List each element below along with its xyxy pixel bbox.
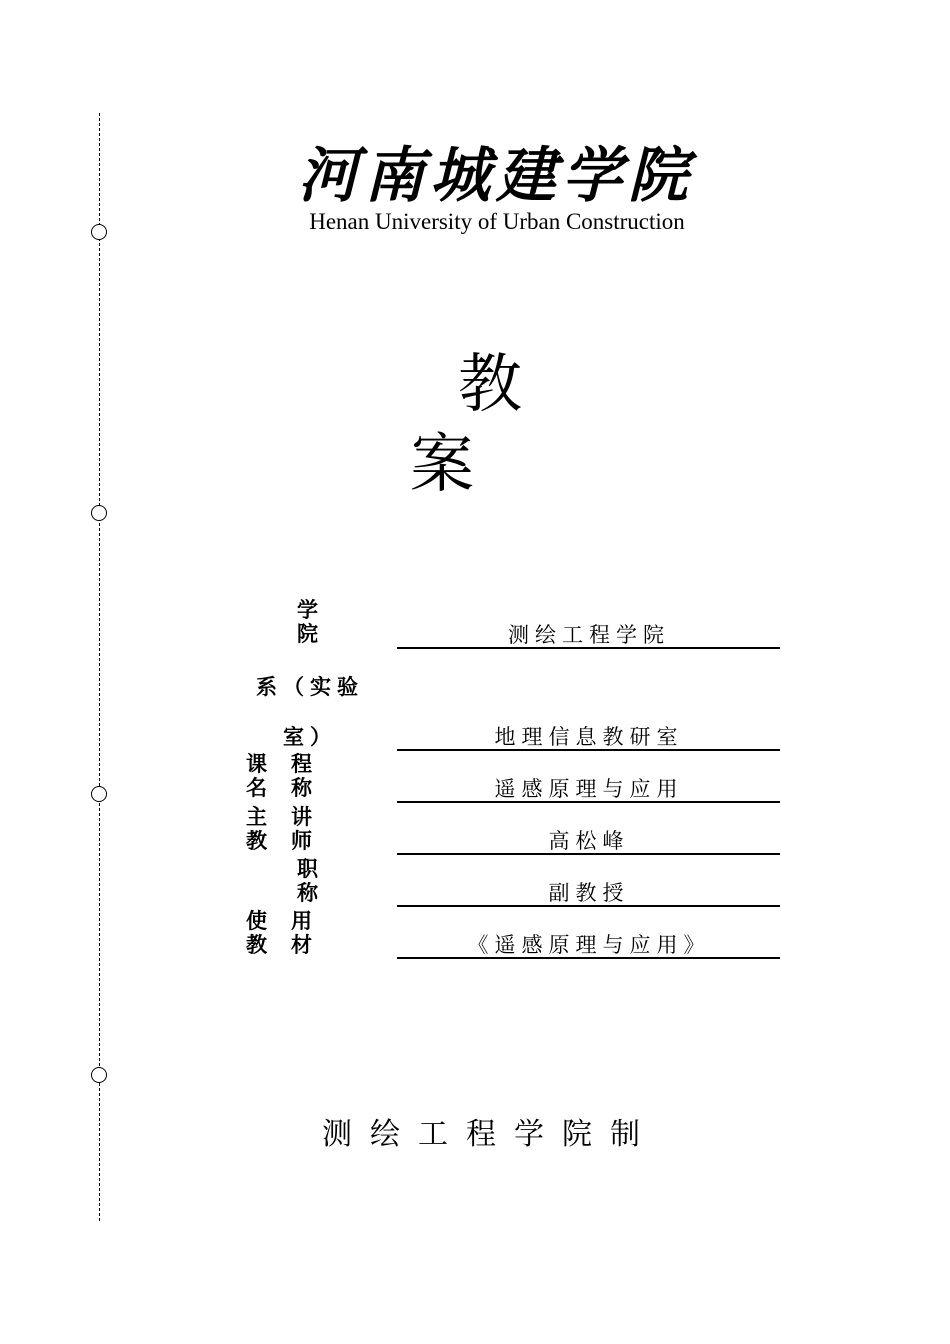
document-title: 教案	[410, 348, 618, 502]
school-underline	[397, 647, 780, 649]
title-value: 副教授	[548, 881, 630, 905]
university-logo-chinese: 河南城建学院	[298, 141, 694, 211]
teacher-underline	[397, 853, 780, 855]
textbook-value: 《遥感原理与应用》	[467, 933, 711, 957]
binding-hole	[91, 786, 107, 802]
department-value: 地理信息教研室	[494, 725, 684, 749]
university-logo-english: Henan University of Urban Construction	[309, 209, 685, 234]
school-value: 测绘工程学院	[508, 623, 670, 647]
course-value: 遥感原理与应用	[494, 777, 684, 801]
teacher-label: 主讲教师	[246, 805, 336, 853]
binding-hole	[91, 1067, 107, 1083]
binding-dashed-line	[99, 113, 100, 1221]
course-label: 课程名称	[246, 752, 336, 800]
title-label: 职称	[297, 857, 318, 905]
textbook-underline	[397, 957, 780, 959]
course-underline	[397, 801, 780, 803]
textbook-label: 使用教材	[246, 909, 336, 957]
issuer-footer: 测绘工程学院制	[322, 1117, 658, 1152]
title-underline	[397, 905, 780, 907]
department-underline	[397, 749, 780, 751]
teacher-value: 高松峰	[548, 829, 630, 853]
binding-hole	[91, 224, 107, 240]
department-label: 系（实验室）	[256, 675, 364, 749]
school-label: 学院	[297, 598, 318, 646]
binding-hole	[91, 505, 107, 521]
